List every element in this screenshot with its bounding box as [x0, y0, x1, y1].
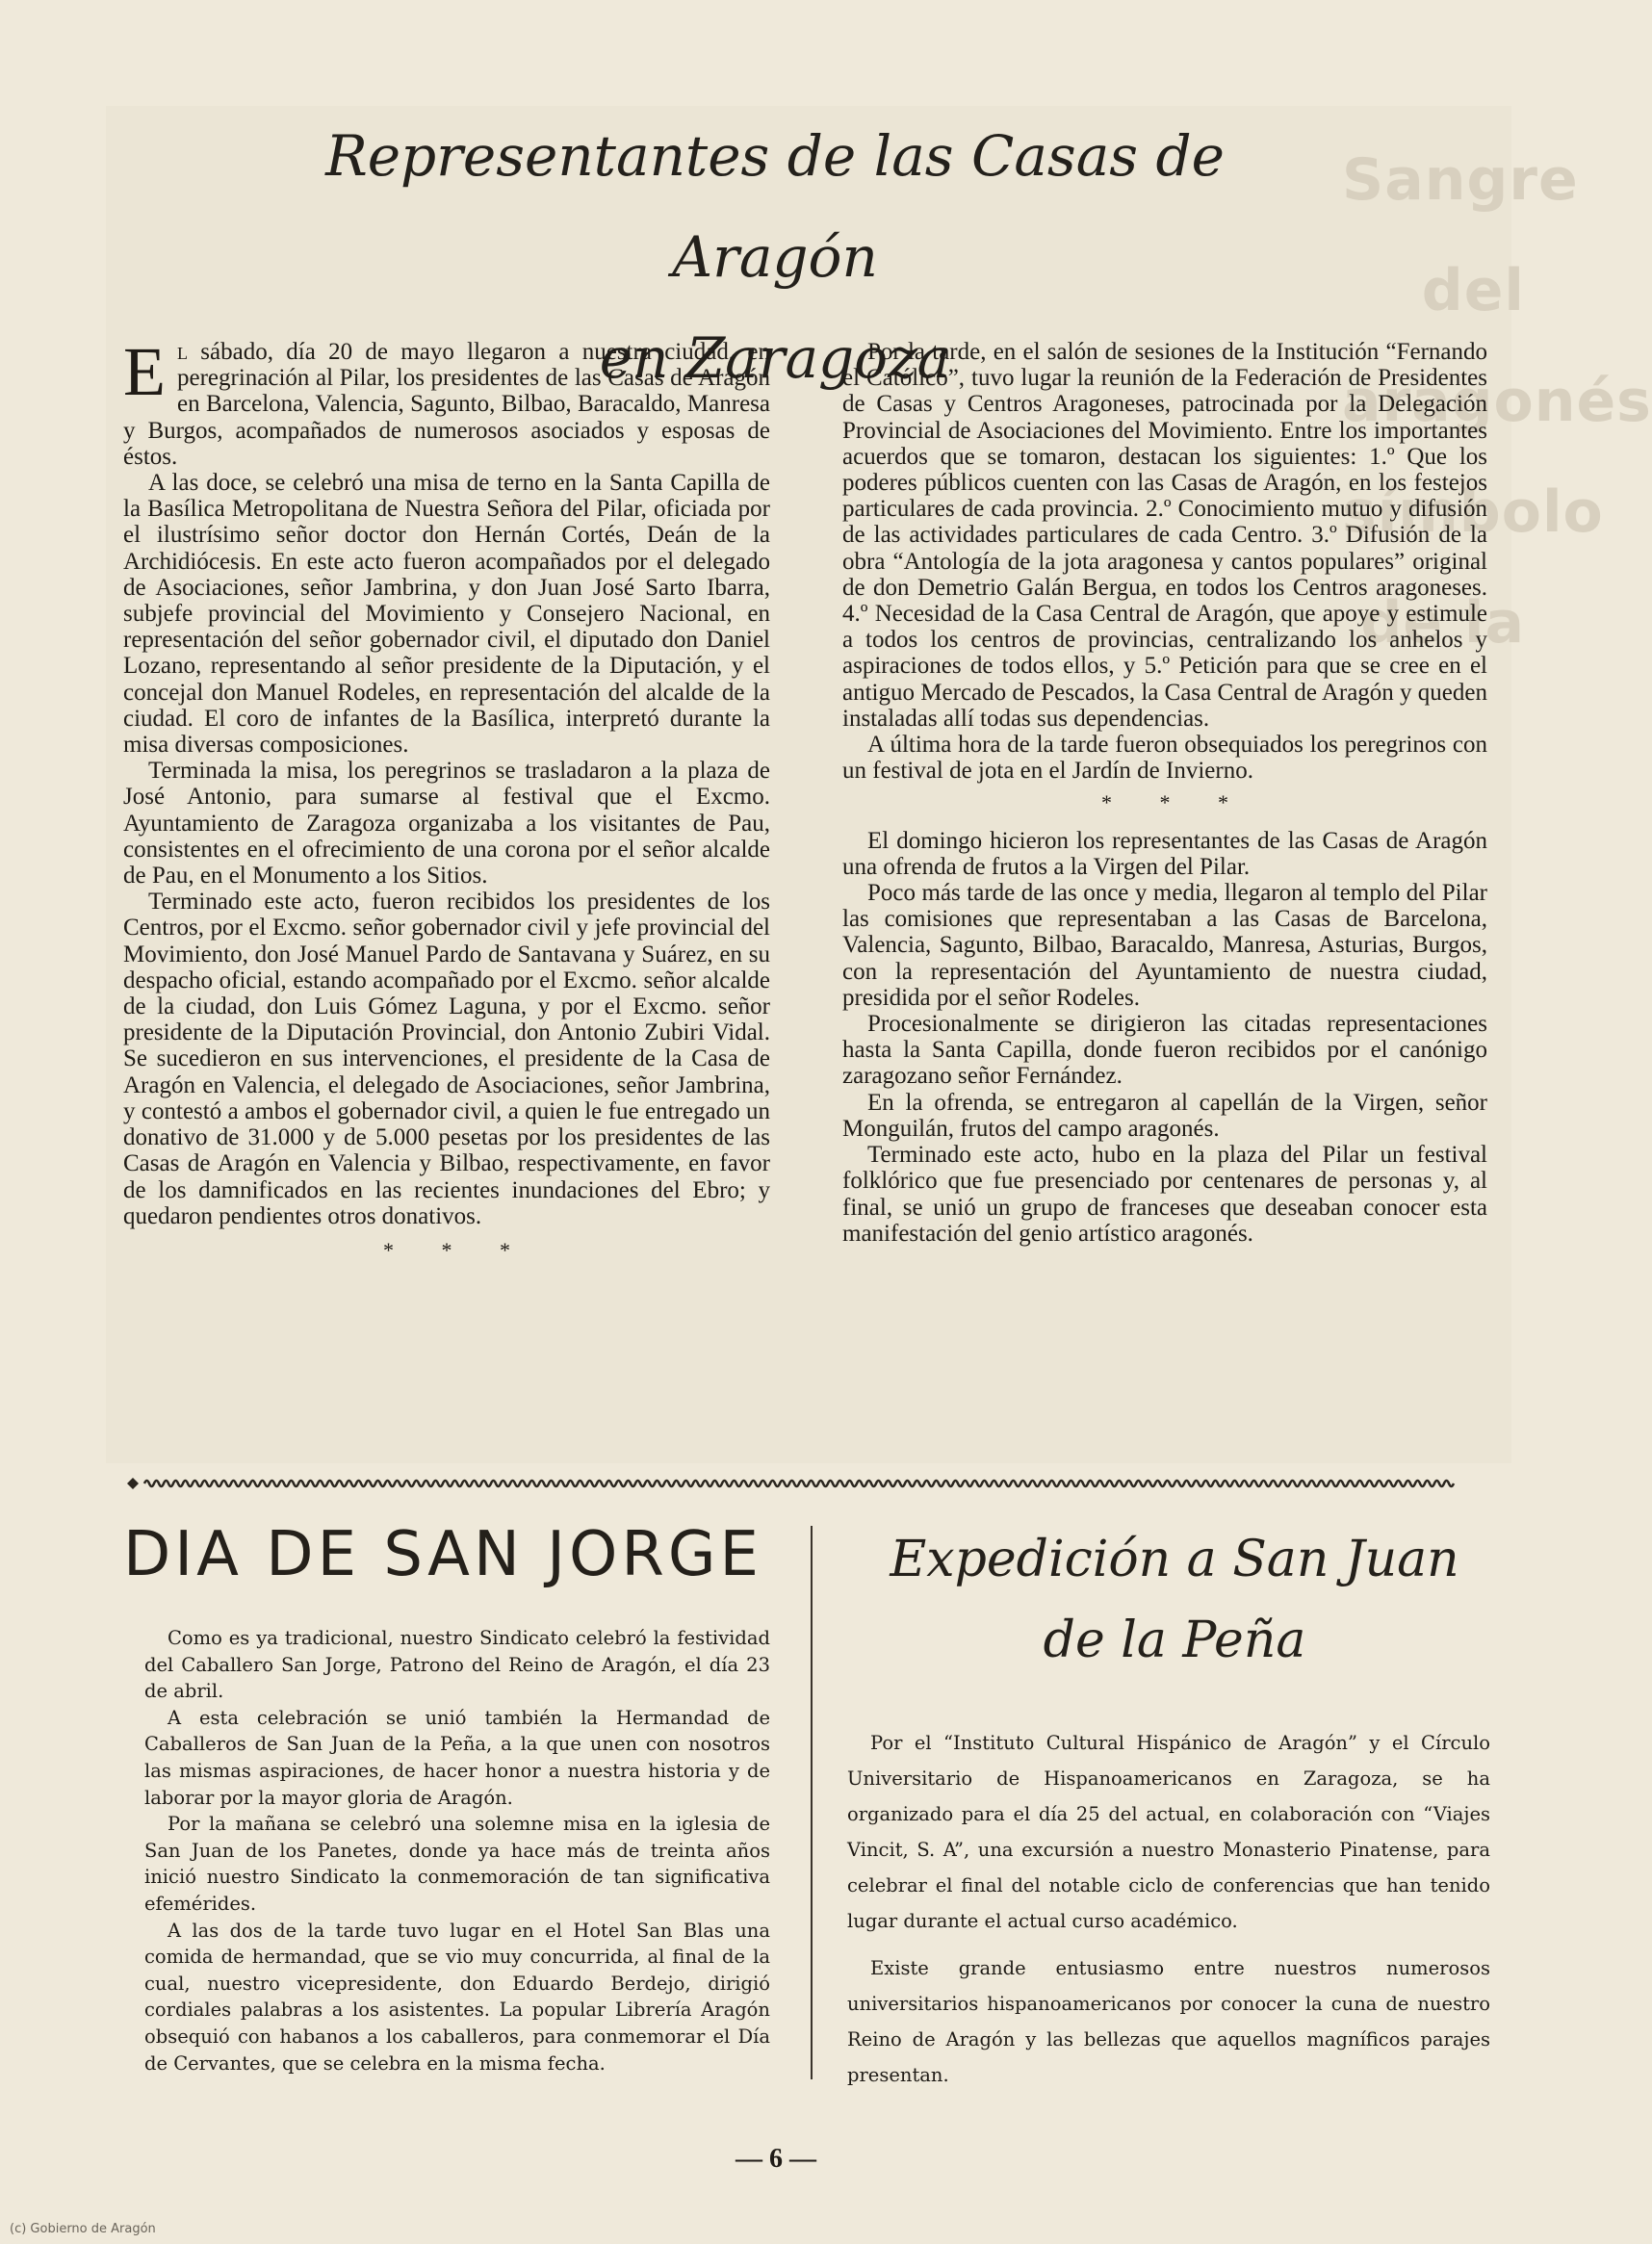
paragraph: A última hora de la tarde fueron obsequiados los peregrinos con un festival de jota en el Jardín de Invierno. — [842, 732, 1487, 785]
paragraph: Por la mañana se celebró una solemne misa en la iglesia de San Juan de los Panetes, donde ya hace más de treinta años inició nuestro Sindicato la conmemoración de tan significativa efemérides. — [144, 1813, 770, 1915]
san-jorge-title: DIA DE SAN JORGE — [123, 1519, 762, 1590]
paragraph: Terminado este acto, fueron recibidos los presidentes de los Centros, por el Excmo. señor gobernador civil y jefe provincial del Movimiento, don José Manuel Pardo de Santavana y Suárez, en su despacho oficial, estando acompañado por el Excmo. señor alcalde de la ciudad, don Luis Gómez Laguna, y por el Excmo. señor presidente de la Diputación Provincial, don Antonio Zubiri Vidal. Se sucedieron en sus intervenciones, el presidente de la Casa de Aragón en Valencia, el delegado de Asociaciones, señor Jambrina, y contestó a ambos el gobernador civil, a quien le fue entregado un donativo de 31.000 y de 5.000 pesetas por los presidentes de las Casas de Aragón en Valencia y Bilbao, respectivamente, en favor de los damnificados en las recientes inundaciones del Ebro; y quedaron pendientes otros donativos. — [123, 889, 770, 1229]
expedicion-title-line-2: de la Peña — [1043, 1612, 1306, 1669]
paragraph: El sábado, día 20 de mayo llegaron a nuestra ciudad, en peregrinación al Pilar, los presidentes de las Casas de Aragón en Barcelona, Valencia, Sagunto, Bilbao, Baracaldo, Manresa y Burgos, acompañados de numerosos asociados y esposas de éstos. — [123, 333, 770, 470]
paragraph: Por la tarde, en el salón de sesiones de la Institución “Fernando el Católico”, tuvo lugar la reunión de la Federación de Presidentes de Casas y Centros Aragoneses, patrocinada por la Delegación Provincial de Asociaciones del Movimiento. Entre los importantes acuerdos que se tomaron, destacan los siguientes: 1.º Que los poderes públicos cuenten con las Casas de Aragón, en los festejos particulares de cada provincia. 2.º Conocimiento mutuo y difusión de las actividades particulares de cada Centro. 3.º Difusión de la obra “Antología de la jota aragonesa y cantos populares” original de don Demetrio Galán Bergua, en todos los Centros aragoneses. 4.º Necesidad de la Casa Central de Aragón, que apoye y estimule a todos los centros de provincias, centralizando los anhelos y aspiraciones de todos ellos, y 5.º Petición para que se cree en el antiguo Mercado de Pescados, la Casa Central de Aragón y queden instaladas allí todas sus dependencias. — [842, 339, 1487, 732]
main-article-right-column — [842, 339, 1487, 1247]
paragraph: Poco más tarde de las once y media, llegaron al templo del Pilar las comisiones que representaban a las Casas de Barcelona, Valencia, Sagunto, Bilbao, Baracaldo, Manresa, Asturias, Burgos, con la representación del Ayuntamiento de nuestra ciudad, presidida por el señor Rodeles. — [842, 880, 1487, 1011]
column-rule — [811, 1526, 813, 2079]
paragraph: A esta celebración se unió también la Hermandad de Caballeros de San Juan de la Peña, a la que unen con nosotros las mismas aspiraciones, de hacer honor a nuestra historia y de laborar por la mayor gloria de Aragón. — [144, 1706, 770, 1809]
wavy-divider — [125, 1475, 1454, 1492]
paragraph: En la ofrenda, se entregaron al capellán de la Virgen, señor Monguilán, frutos del campo aragonés. — [842, 1089, 1487, 1142]
dropcap: E — [123, 333, 166, 410]
title-line-2: en Zaragoza — [599, 325, 951, 391]
separator-stars: * * * — [383, 1237, 531, 1262]
title-line-1: Representantes de las Casas de Aragón — [325, 123, 1225, 290]
paragraph: A las dos de la tarde tuvo lugar en el Hotel San Blas una comida de hermandad, que se vio muy concurrida, al final de la cual, nuestro vicepresidente, don Eduardo Berdejo, dirigió cordiales palabras a los asistentes. La popular Librería Aragón obsequió con habanos a los caballeros, para conmemorar el Día de Cervantes, que se celebra en la misma fecha. — [144, 1919, 770, 2075]
paragraph: Por el “Instituto Cultural Hispánico de Aragón” y el Círculo Universitario de Hispanoamericanos en Zaragoza, se ha organizado para el día 25 del actual, en colaboración con “Viajes Vincit, S. A”, una excursión a nuestro Monasterio Pinatense, para celebrar el final del notable ciclo de conferencias que han tenido lugar durante el actual curso académico. — [847, 1732, 1490, 1932]
expedicion-column — [847, 1725, 1490, 2093]
copyright-credit: (c) Gobierno de Aragón — [10, 2222, 156, 2236]
main-article-left-column — [123, 333, 770, 1263]
san-jorge-column — [144, 1625, 770, 2076]
separator-stars: * * * — [1101, 790, 1250, 815]
expedicion-title-line-1: Expedición a San Juan — [890, 1531, 1459, 1588]
paragraph: El domingo hicieron los representantes de las Casas de Aragón una ofrenda de frutos a la Virgen del Pilar. — [842, 827, 1487, 880]
paragraph: Como es ya tradicional, nuestro Sindicato celebró la festividad del Caballero San Jorge, Patrono del Reino de Aragón, el día 23 de abril. — [144, 1627, 770, 1703]
paragraph: Terminada la misa, los peregrinos se trasladaron a la plaza de José Antonio, para sumarse al festival que el Excmo. Ayuntamiento de Zaragoza organizaba a los visitantes de Pau, consistentes en el ofrecimiento de una corona por el señor alcalde de Pau, en el Monumento a los Sitios. — [123, 758, 770, 890]
expedicion-title — [847, 1519, 1502, 1681]
page-number: — 6 — — [736, 2144, 816, 2174]
paragraph: Terminado este acto, hubo en la plaza del Pilar un festival folklórico que fue presenciado por centenares de personas y, al final, se unió un grupo de franceses que deseaban conocer esta manifestación del genio artístico aragonés. — [842, 1142, 1487, 1247]
paragraph: Existe grande entusiasmo entre nuestros numerosos universitarios hispanoamericanos por conocer la cuna de nuestro Reino de Aragón y las bellezas que aquellos magníficos parajes presentan. — [847, 1957, 1490, 2086]
lead-smallcaps: l — [176, 339, 188, 365]
paragraph: A las doce, se celebró una misa de terno en la Santa Capilla de la Basílica Metropolitana de Nuestra Señora del Pilar, oficiada por el ilustrísimo señor doctor don Hernán Cortés, Deán de la Archidiócesis. En este acto fueron acompañados por el delegado de Asociaciones, señor Jambrina, y don Juan José Sarto Ibarra, subjefe provincial del Movimiento y Consejero Nacional, en representación del señor gobernador civil, el diputado don Daniel Lozano, representando al señor presidente de la Diputación, y el concejal don Manuel Rodeles, en representación del alcalde de la ciudad. El coro de infantes de la Basílica, interpretó durante la misa diversas composiciones. — [123, 470, 770, 759]
paragraph: Procesionalmente se dirigieron las citadas representaciones hasta la Santa Capilla, donde fueron recibidos por el canónigo zaragozano señor Fernández. — [842, 1011, 1487, 1090]
background-ghost-text: Sangre del aragonés símbolo de la — [1342, 146, 1652, 657]
